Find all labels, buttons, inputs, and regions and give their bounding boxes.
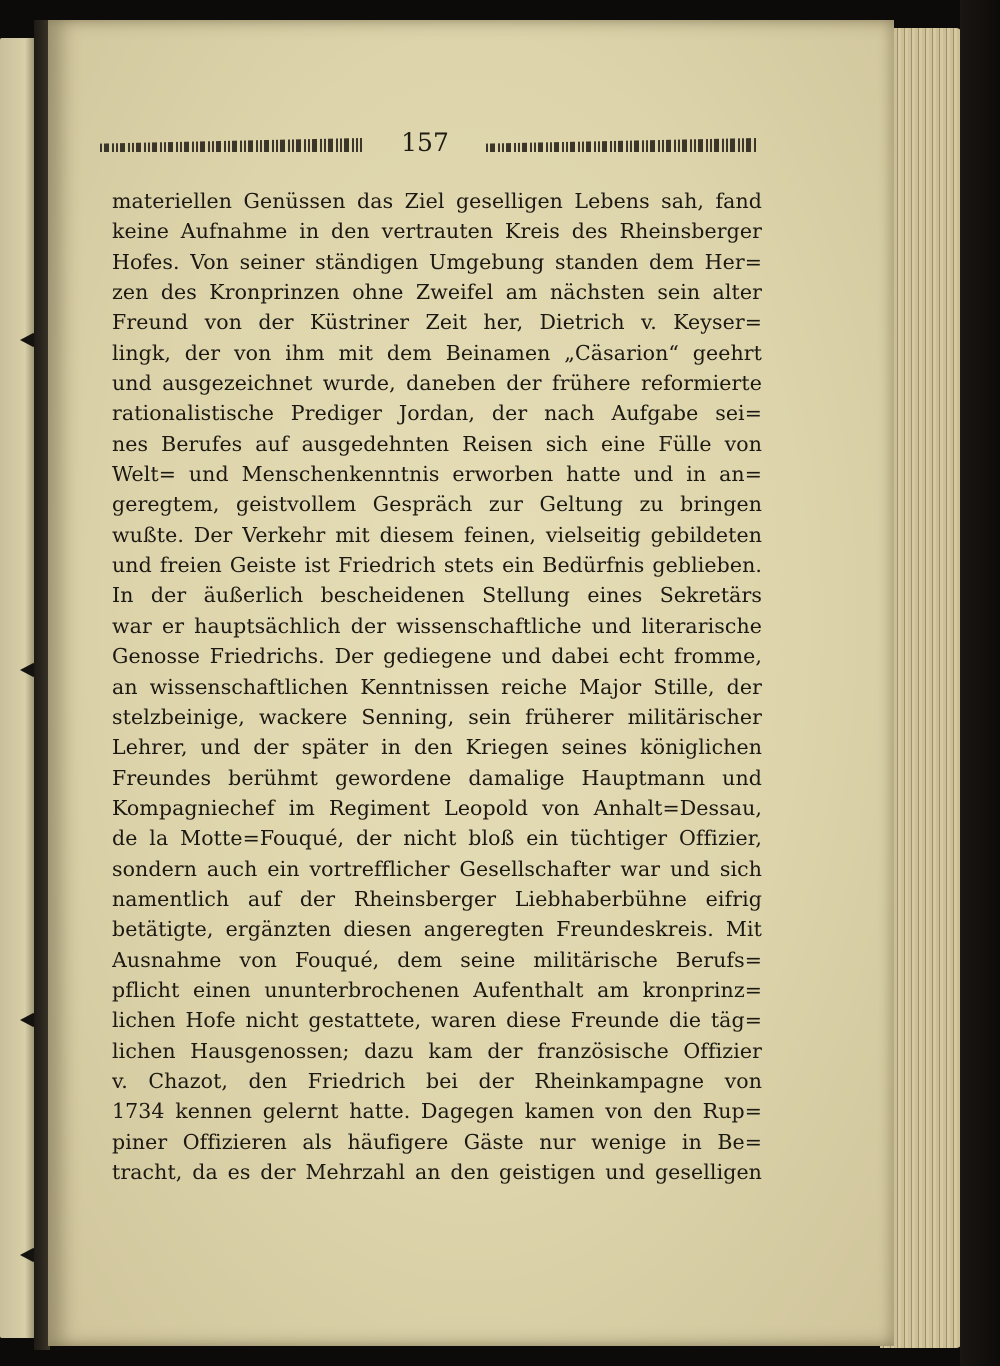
text-line: zen des Kronprinzen ohne Zweifel am nächsten sein alter — [112, 280, 762, 305]
text-line: und freien Geiste ist Friedrich stets ein Bedürfnis geblieben. — [112, 553, 762, 578]
text-line: rationalistische Prediger Jordan, der nach Aufgabe sei= — [112, 401, 762, 426]
text-line: Hofes. Von seiner ständigen Umgebung standen dem Her= — [112, 249, 762, 274]
text-line: und ausgezeichnet wurde, daneben der frühere reformierte — [112, 371, 762, 396]
text-line: sondern auch ein vortrefflicher Gesellschafter war und sich — [112, 856, 762, 881]
text-line: Freundes berühmt gewordene damalige Hauptmann und — [112, 765, 762, 790]
text-line: piner Offizieren als häufigere Gäste nur wenige in Be= — [112, 1129, 762, 1154]
text-line: Welt= und Menschenkenntnis erworben hatte und in an= — [112, 462, 762, 487]
text-line: keine Aufnahme in den vertrauten Kreis des Rheinsberger — [112, 219, 762, 244]
text-line: namentlich auf der Rheinsberger Liebhaberbühne eifrig — [112, 886, 762, 911]
text-line: Ausnahme von Fouqué, dem seine militärische Berufs= — [112, 947, 762, 972]
text-line: pflicht einen ununterbrochenen Aufenthalt am kronprinz= — [112, 977, 762, 1002]
text-line: war er hauptsächlich der wissenschaftliche und literarische — [112, 613, 762, 638]
text-line: Freund von der Küstriner Zeit her, Dietrich v. Keyser= — [112, 310, 762, 335]
text-line: betätigte, ergänzten diesen angeregten Freundeskreis. Mit — [112, 917, 762, 942]
text-line: an wissenschaftlichen Kenntnissen reiche Major Stille, der — [112, 674, 762, 699]
text-line: wußte. Der Verkehr mit diesem feinen, vielseitig gebildeten — [112, 522, 762, 547]
text-line: v. Chazot, den Friedrich bei der Rheinkampagne von — [112, 1068, 762, 1093]
page-number: 157 — [401, 128, 449, 157]
text-line: lichen Hofe nicht gestattete, waren diese Freunde die täg= — [112, 1008, 762, 1033]
text-line: geregtem, geistvollem Gespräch zur Geltung zu bringen — [112, 492, 762, 517]
text-line: 1734 kennen gelernt hatte. Dagegen kamen von den Rup= — [112, 1099, 762, 1124]
facing-page-edge — [0, 38, 36, 1338]
text-line: de la Motte=Fouqué, der nicht bloß ein tüchtiger Offizier, — [112, 826, 762, 851]
text-line: lingk, der von ihm mit dem Beinamen „Cäsarion“ geehrt — [112, 340, 762, 365]
text-line: nes Berufes auf ausgedehnten Reisen sich eine Fülle von — [112, 431, 762, 456]
text-line: Lehrer, und der später in den Kriegen seines königlichen — [112, 735, 762, 760]
text-line: Genosse Friedrichs. Der gediegene und dabei echt fromme, — [112, 644, 762, 669]
text-line: lichen Hausgenossen; dazu kam der französische Offizier — [112, 1038, 762, 1063]
header-ornament-left — [100, 138, 362, 152]
text-line: Kompagniechef im Regiment Leopold von Anhalt=Dessau, — [112, 795, 762, 820]
page-header — [100, 128, 760, 164]
text-line: stelzbeinige, wackere Senning, sein früherer militärischer — [112, 704, 762, 729]
header-ornament-right — [486, 138, 756, 152]
text-line: materiellen Genüssen das Ziel geselligen Lebens sah, fand — [112, 189, 762, 213]
page-body-text — [112, 186, 762, 1187]
text-line: In der äußerlich bescheidenen Stellung eines Sekretärs — [112, 583, 762, 608]
text-line: tracht, da es der Mehrzahl an den geistigen und geselligen — [112, 1160, 762, 1184]
book-cover-edge — [960, 0, 1000, 1366]
